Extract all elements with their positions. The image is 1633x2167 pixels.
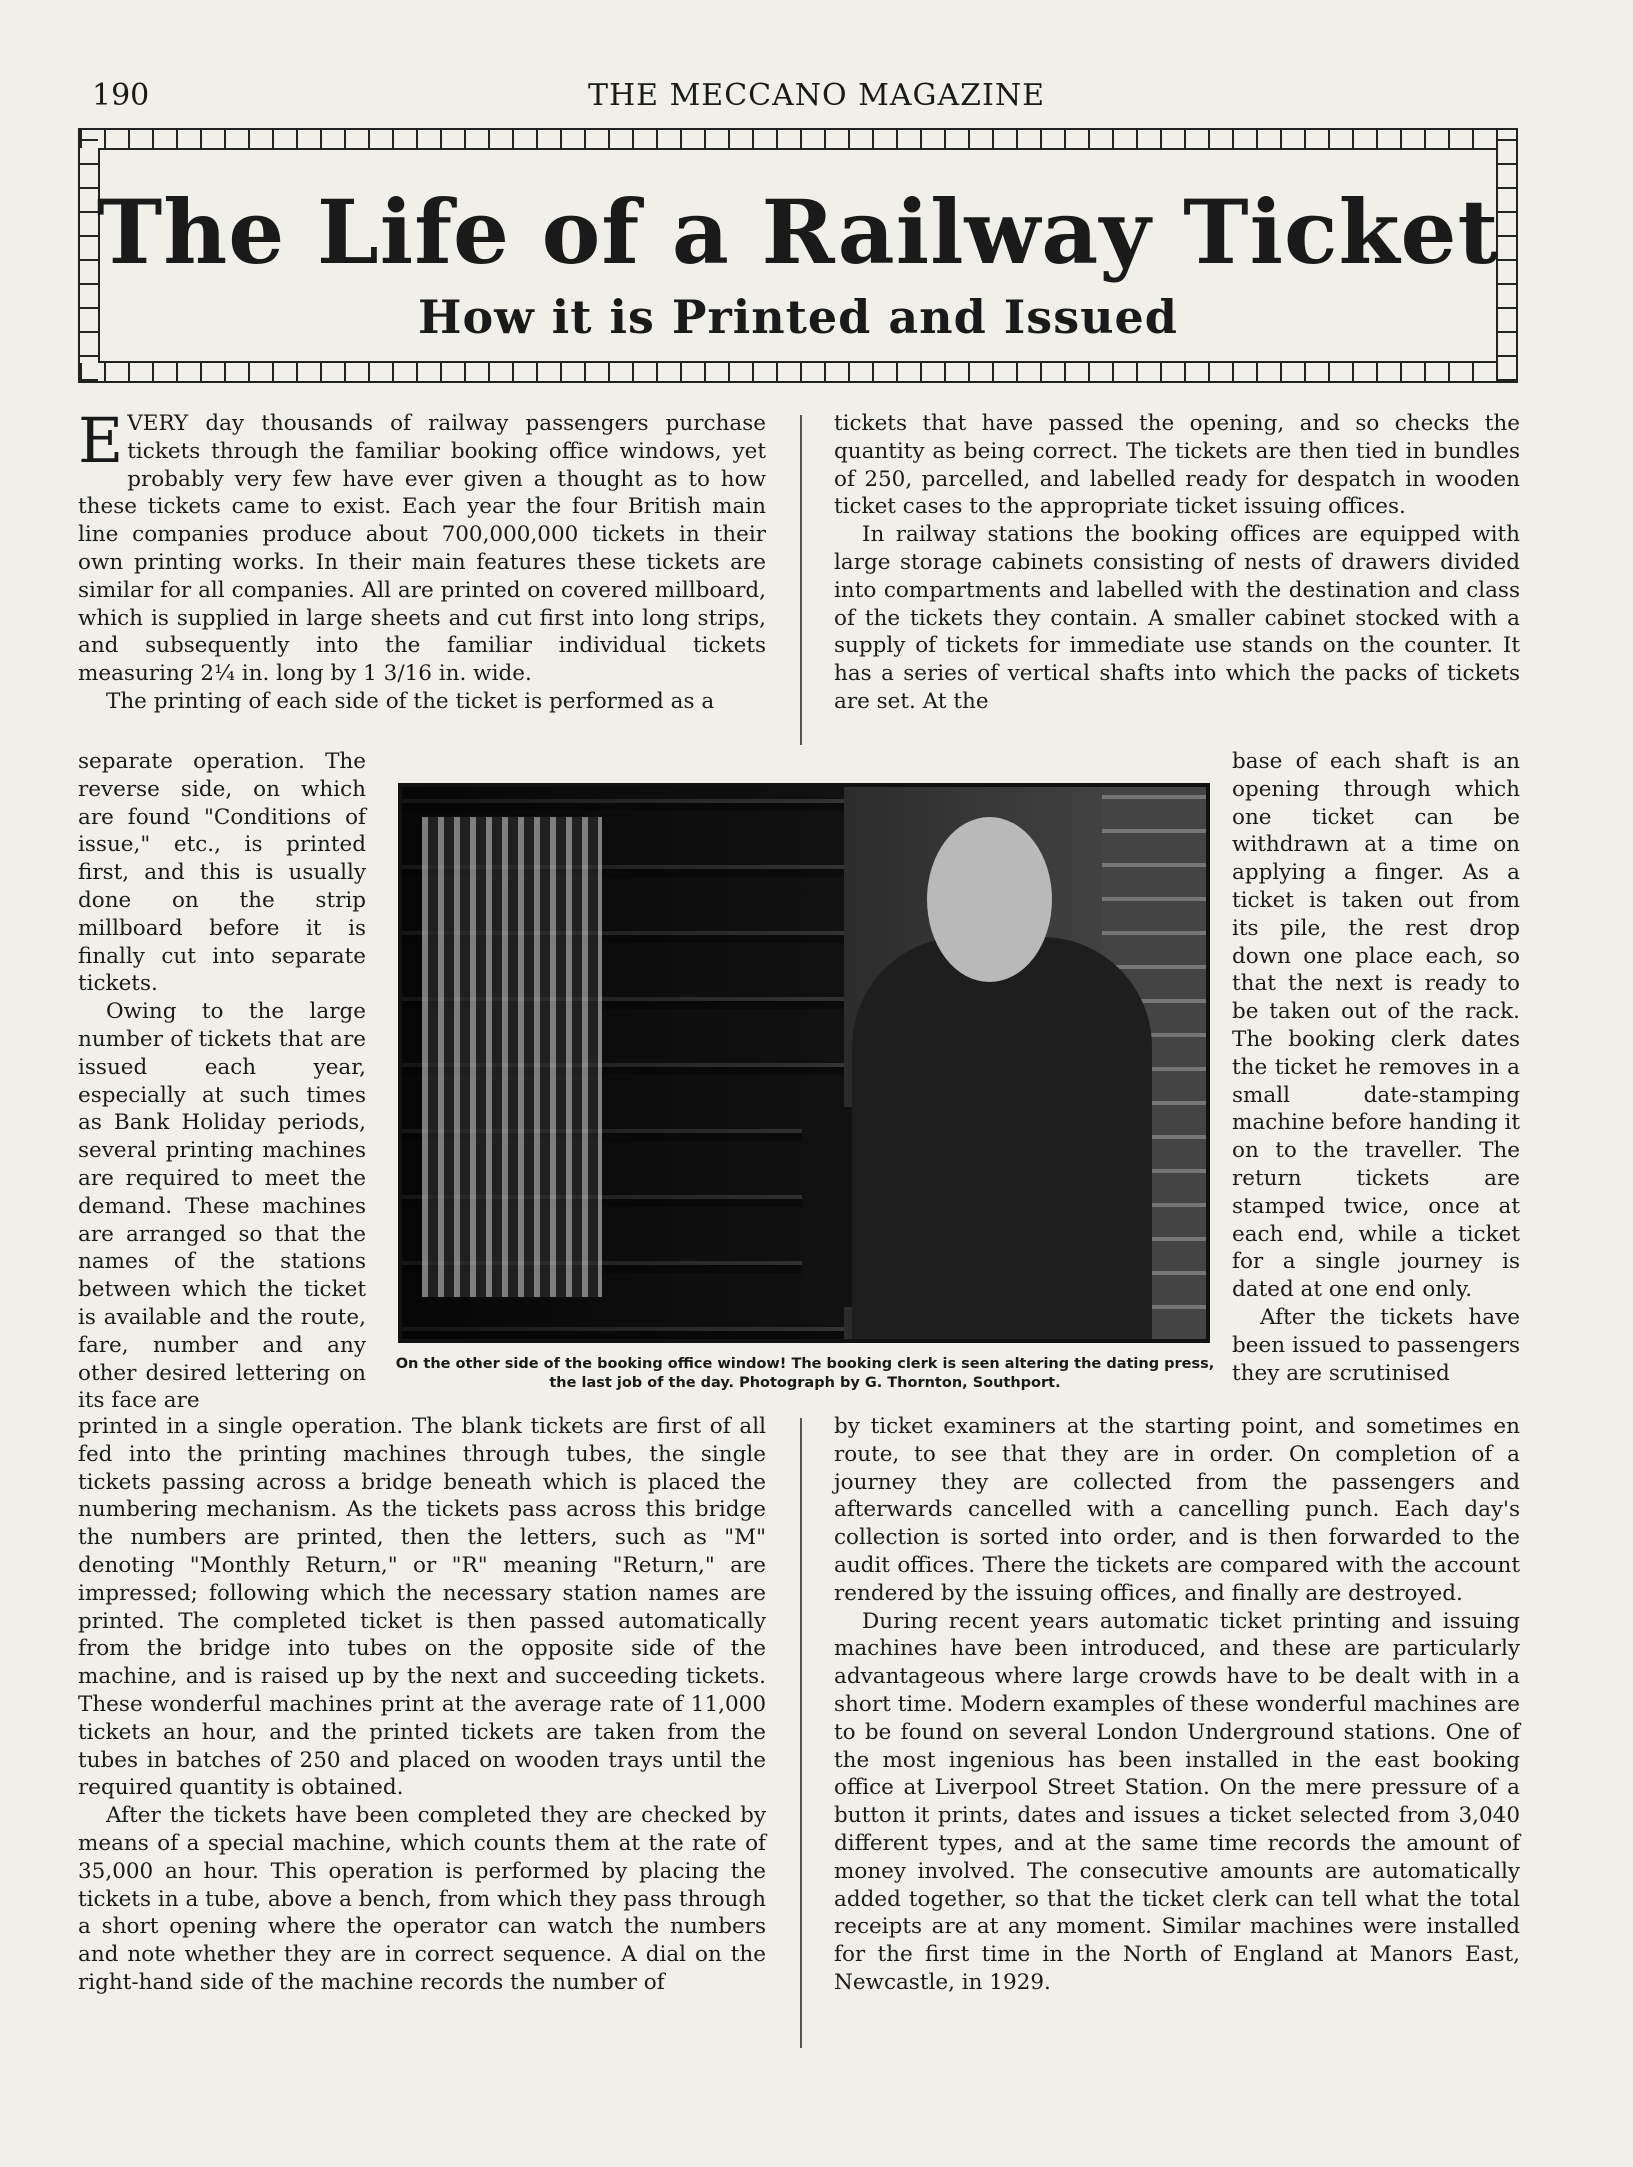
photo-caption: On the other side of the booking office window! The booking clerk is seen altering the dating press, the last job of the day. Photograph by G. Thornton, Southport. [395,1356,1215,1391]
right-column-bottom [834,1413,1520,1997]
column-divider-top [800,415,802,745]
clerk-figure [852,937,1152,1343]
page-number: 190 [92,78,150,113]
paragraph: EVERY day thousands of railway passengers purchase tickets through the familiar booking office windows, yet probably very few have ever given a thought as to how these tickets came to exist. Each year the four British main line companies produce about 700,000,000 tickets in their own printing works. In their main features these tickets are similar for all companies. All are printed on covered millboard, which is supplied in large sheets and cut first into long strips, and subsequently into the familiar individual tickets measuring 2¼ in. long by 1 3/16 in. wide. [78,404,766,687]
paragraph: tickets that have passed the opening, and so checks the quantity as being correct. The tickets are then tied in bundles of 250, parcelled, and labelled ready for despatch in wooden ticket cases to the appropriate ticket issuing offices. [834,411,1520,520]
paragraph: In railway stations the booking offices are equipped with large storage cabinets consisting of nests of drawers divided into compartments and labelled with the destination and class of the tickets they contain. A smaller cabinet stocked with a supply of tickets for immediate use stands on the counter. It has a series of vertical shafts into which the packs of tickets are set. At the [834,522,1520,714]
paragraph: separate operation. The reverse side, on which are found "Conditions of issue," etc., is printed first, and this is usually done on the strip millboard before it is finally cut into separate tickets. [78,749,366,997]
left-column-bottom [78,1413,766,1997]
article-title: The Life of a Railway Ticket [96,180,1500,284]
paragraph: After the tickets have been issued to passengers they are scrutinised [1232,1304,1520,1386]
clerk-head [927,817,1052,982]
title-frame [78,128,1518,383]
paragraph: After the tickets have been completed they are checked by means of a special machine, which counts them at the rate of 35,000 an hour. This operation is performed by placing the tickets in a tube, above a bench, from which they pass through a short opening where the operator can watch the numbers and note whether they are in correct sequence. A dial on the right-hand side of the machine records the number of [78,1803,766,1995]
ticket-slots [422,817,602,1297]
right-column-narrow [1232,748,1520,1387]
magazine-title: THE MECCANO MAGAZINE [587,78,1046,113]
column-divider-bottom [800,1418,802,2048]
left-column-narrow [78,748,366,1415]
page-header [78,78,1555,118]
paragraph: During recent years automatic ticket printing and issuing machines have been introduced, and these are particularly advantageous where large crowds have to be dealt with in a short time. Modern examples of these wonderful machines are to be found on several London Underground stations. One of the most ingenious has been installed in the east booking office at Liverpool Street Station. On the mere pressure of a button it prints, dates and issues a ticket selected from 3,040 different types, and at the same time records the amount of money involved. The consecutive amounts are automatically added together, so that the ticket clerk can tell what the total receipts are at any moment. Similar machines were installed for the first time in the North of England at Manors East, Newcastle, in 1929. [834,1608,1520,1995]
drop-cap: E [78,404,124,477]
paragraph: The printing of each side of the ticket is performed as a [106,688,715,714]
left-column-top [78,404,766,716]
paragraph: by ticket examiners at the starting point, and sometimes en route, to see that they are in order. On completion of a journey they are collected from the passengers and afterwards cancelled with a cancelling punch. Each day's collection is sorted into order, and is then forwarded to the audit offices. There the tickets are compared with the account rendered by the issuing offices, and finally are destroyed. [834,1414,1520,1606]
paragraph: base of each shaft is an opening through which one ticket can be withdrawn at a time on applying a finger. As a ticket is taken out from its pile, the rest drop down one place each, so that the next is ready to be taken out of the rack. The booking clerk dates the ticket he removes in a small date-stamping machine before handing it on to the traveller. The return tickets are stamped twice, once at each end, while a ticket for a single journey is dated at one end only. [1232,749,1520,1303]
paragraph: printed in a single operation. The blank tickets are first of all fed into the printing machines through tubes, the single tickets passing across a bridge beneath which is placed the numbering mechanism. As the tickets pass across this bridge the numbers are printed, then the letters, such as "M" denoting "Monthly Return," or "R" meaning "Return," are impressed; following which the necessary station names are printed. The completed ticket is then passed automatically from the bridge into tubes on the opposite side of the machine, and is raised up by the next and succeeding tickets. These wonderful machines print at the average rate of 11,000 tickets an hour, and the printed tickets are taken from the tubes in batches of 250 and placed on wooden trays until the required quantity is obtained. [78,1414,766,1801]
paragraph: Owing to the large number of tickets that are issued each year, especially at such times as Bank Holiday periods, several printing machines are required to meet the demand. These machines are arranged so that the names of the stations between which the ticket is available and the route, fare, number and any other desired lettering on its face are [78,999,366,1414]
right-column-top [834,410,1520,716]
booking-clerk-photo [398,783,1210,1343]
article-subtitle: How it is Printed and Issued [418,290,1178,344]
